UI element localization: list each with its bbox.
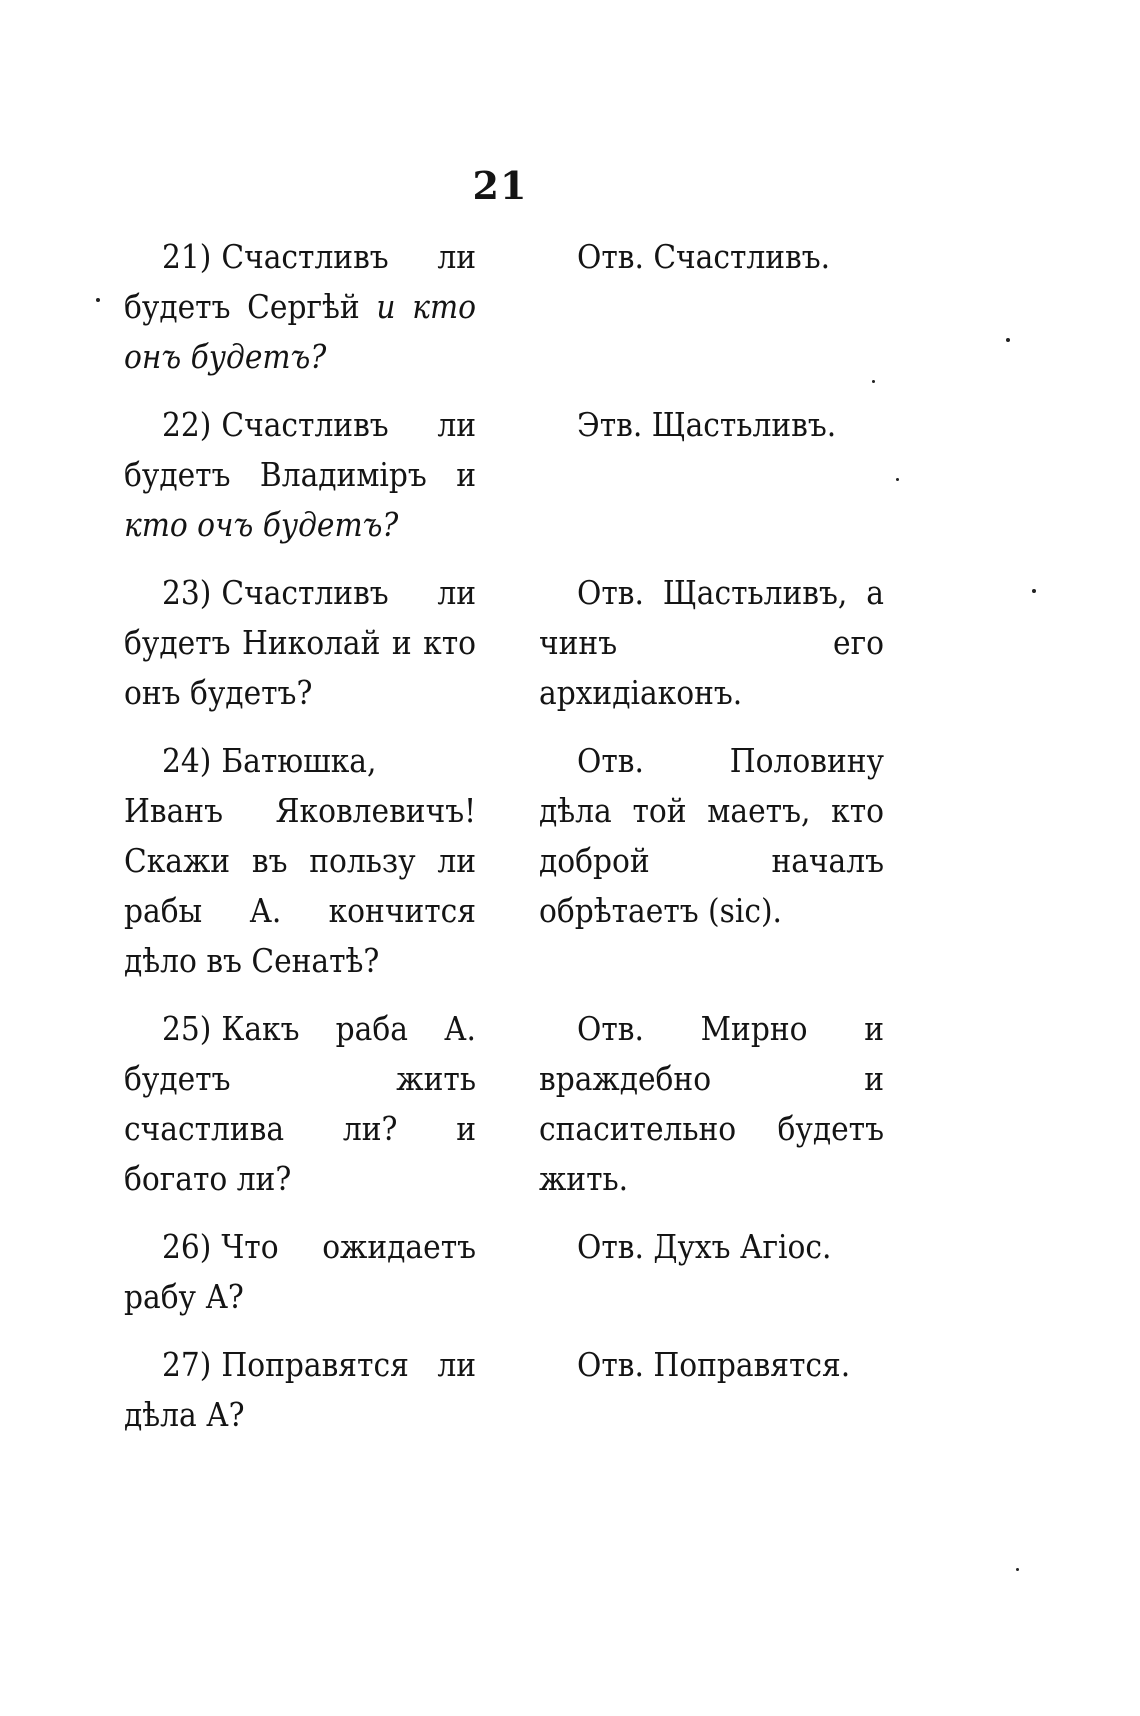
scan-speck — [1016, 1568, 1019, 1571]
qa-entry-25 — [124, 1004, 884, 1204]
qa-entry-22 — [124, 400, 884, 550]
question — [124, 568, 476, 718]
question — [124, 400, 476, 550]
question-text: Счастливъ ли будетъ Сергѣй — [124, 237, 476, 326]
qa-entry-26 — [124, 1222, 884, 1322]
scan-speck — [1006, 338, 1010, 342]
page-number: 21 — [472, 163, 528, 208]
question-text: Поправятся ли дѣла А? — [124, 1345, 476, 1434]
question-text: Какъ раба А. будетъ жить счастлива ли? и богато ли? — [124, 1009, 476, 1198]
question-text: Батюшка, Иванъ Яковлевичъ! Скажи въ пользу ли рабы А. кончится дѣло въ Сенатѣ? — [124, 741, 476, 980]
question-text: Счастливъ ли будетъ Владимiръ и — [124, 405, 476, 494]
qa-list — [124, 232, 884, 1458]
question — [124, 736, 476, 986]
question — [124, 1004, 476, 1204]
question-italic: и кто онъ будетъ? — [124, 287, 476, 376]
scan-speck — [872, 380, 875, 383]
entry-number: 23) — [162, 573, 212, 612]
qa-entry-21 — [124, 232, 884, 382]
entry-number: 21) — [162, 237, 212, 276]
answer: Отв. Духъ Агiос. — [577, 1227, 832, 1266]
scan-speck — [896, 478, 899, 481]
qa-entry-24 — [124, 736, 884, 986]
entry-number: 22) — [162, 405, 212, 444]
entry-number: 24) — [162, 741, 212, 780]
answer: Отв. Поправятся. — [577, 1345, 851, 1384]
question-text: Что ожидаетъ рабу А? — [124, 1227, 476, 1316]
qa-entry-23 — [124, 568, 884, 718]
answer: Отв. Мирно и враждебно и спасительно будетъ жить. — [539, 1009, 884, 1198]
question — [124, 1222, 476, 1322]
answer: Отв. Счастливъ. — [577, 237, 831, 276]
question — [124, 1340, 476, 1440]
entry-number: 26) — [162, 1227, 212, 1266]
answer: Этв. Щастьливъ. — [577, 405, 837, 444]
qa-entry-27 — [124, 1340, 884, 1440]
answer: Отв. Половину дѣла той маетъ, кто доброй началъ обрѣтаетъ (sic). — [539, 741, 884, 930]
answer: Отв. Щастьливъ, а чинъ его архидiаконъ. — [539, 573, 884, 712]
question-text: Счастливъ ли будетъ Николай и кто онъ будетъ? — [124, 573, 476, 712]
scan-speck — [1032, 589, 1036, 593]
entry-number: 25) — [162, 1009, 212, 1048]
scan-speck — [96, 298, 100, 302]
question-italic: кто очъ будетъ? — [124, 505, 399, 544]
question — [124, 232, 476, 382]
entry-number: 27) — [162, 1345, 212, 1384]
